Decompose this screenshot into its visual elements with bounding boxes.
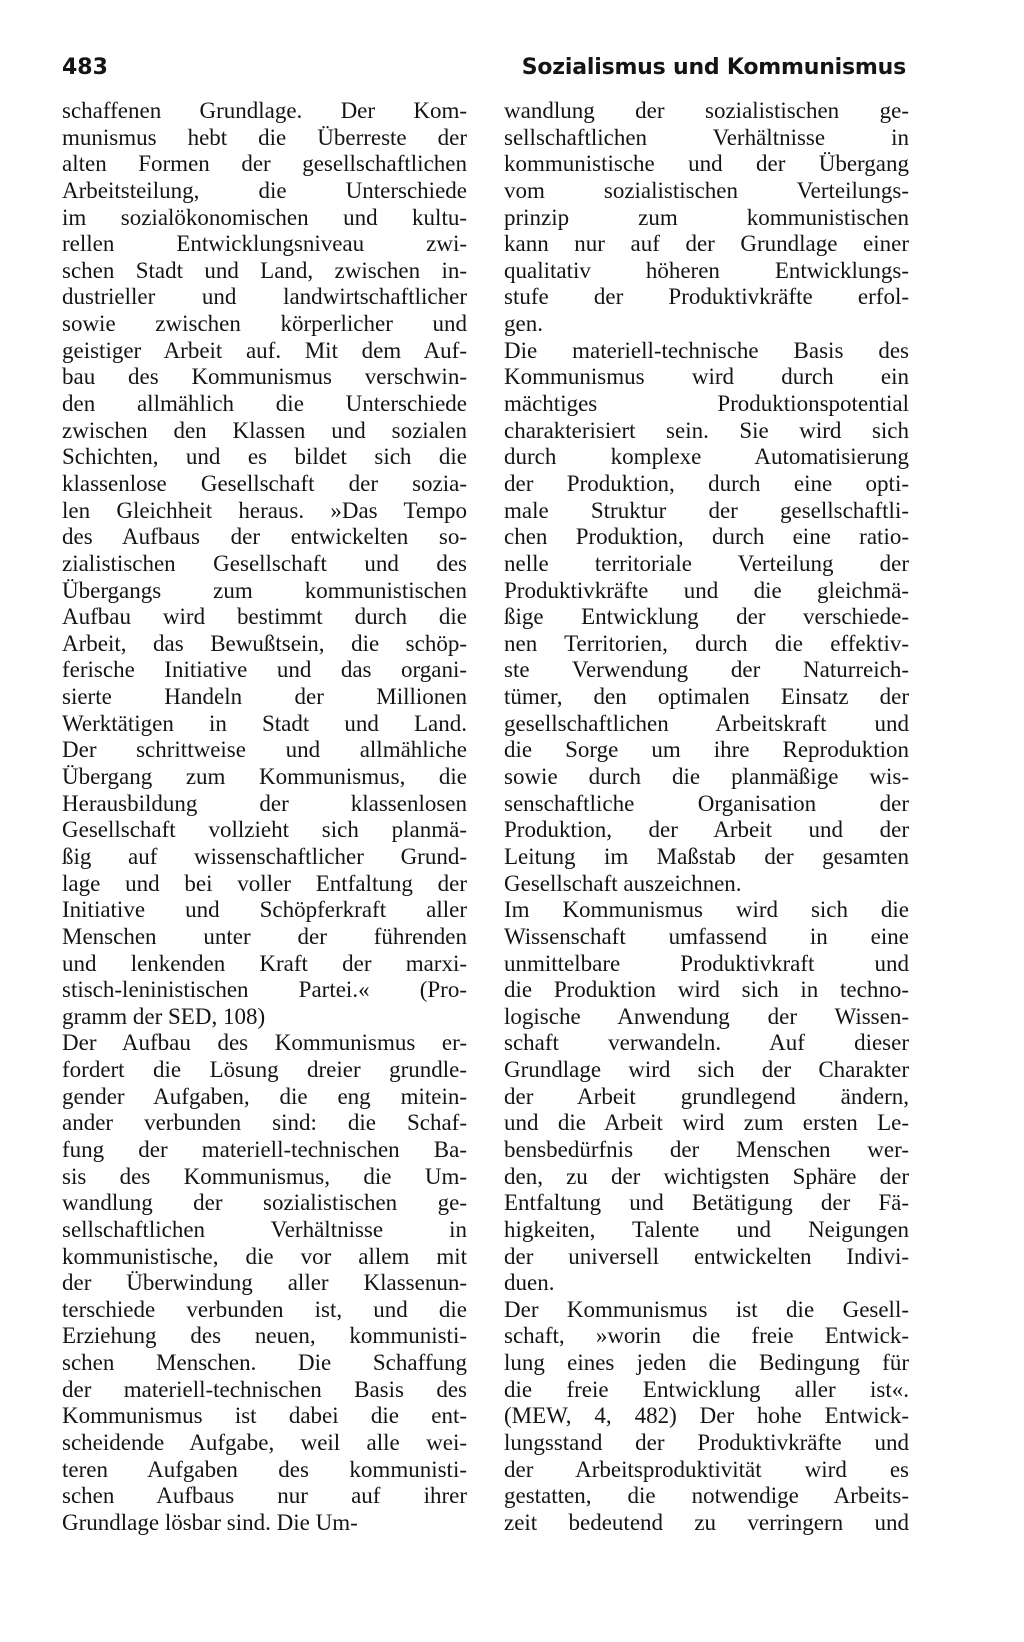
running-title: Sozialismus und Kommunismus: [521, 55, 906, 80]
text-line: duen.: [504, 1270, 555, 1296]
text-line: wandlung der sozialistischen ge-: [504, 98, 909, 123]
text-line: prinzip zum kommunistischen: [504, 204, 909, 230]
text-line: der Arbeitsproduktivität wird es: [504, 1456, 909, 1482]
text-line: senschaftliche Organisation der: [504, 790, 909, 816]
text-line: den allmählich die Unterschiede: [62, 391, 467, 417]
text-line: Werktätigen in Stadt und Land.: [62, 710, 467, 736]
text-line: ste Verwendung der Naturreich-: [504, 657, 909, 683]
text-line: qualitativ höheren Entwicklungs-: [504, 257, 909, 283]
text-line: nelle territoriale Verteilung der: [504, 550, 909, 576]
text-line: des Aufbaus der entwickelten so-: [62, 524, 467, 550]
text-line: Wissenschaft umfassend in eine: [504, 923, 909, 949]
text-line: zeit bedeutend zu verringern und: [504, 1509, 909, 1535]
text-line: klassenlose Gesellschaft der sozia-: [62, 470, 467, 496]
page-header: [62, 50, 906, 86]
left-text-column: [62, 98, 467, 1537]
text-line: ferische Initiative und das organi-: [62, 657, 467, 683]
text-line: Herausbildung der klassenlosen: [62, 790, 467, 816]
text-line: schaffenen Grundlage. Der Kom-: [62, 98, 467, 123]
text-line: sierte Handeln der Millionen: [62, 684, 467, 710]
text-line: die freie Entwicklung aller ist«.: [504, 1376, 909, 1402]
text-line: Erziehung des neuen, kommunisti-: [62, 1323, 467, 1349]
text-line: munismus hebt die Überreste der: [62, 124, 467, 150]
text-line: mächtiges Produktionspotential: [504, 391, 909, 417]
text-line: vom sozialistischen Verteilungs-: [504, 177, 909, 203]
text-line: schen Aufbaus nur auf ihrer: [62, 1483, 467, 1509]
text-line: lung eines jeden die Bedingung für: [504, 1350, 909, 1376]
text-line: zialistischen Gesellschaft und des: [62, 550, 467, 576]
text-line: wandlung der sozialistischen ge-: [62, 1190, 467, 1216]
text-line: im sozialökonomischen und kultu-: [62, 204, 467, 230]
text-line: alten Formen der gesellschaftlichen: [62, 151, 467, 177]
text-line: terschiede verbunden ist, und die: [62, 1296, 467, 1322]
text-line: Menschen unter der führenden: [62, 923, 467, 949]
text-line: Kommunismus wird durch ein: [504, 364, 909, 390]
text-line: stufe der Produktivkräfte erfol-: [504, 284, 909, 310]
text-line: stisch-leninistischen Partei.« (Pro-: [62, 977, 467, 1003]
text-line: bau des Kommunismus verschwin-: [62, 364, 467, 390]
text-line: Schichten, und es bildet sich die: [62, 444, 467, 470]
text-line: charakterisiert sein. Sie wird sich: [504, 417, 909, 443]
text-line: Übergangs zum kommunistischen: [62, 577, 467, 603]
text-line: zwischen den Klassen und sozialen: [62, 417, 467, 443]
text-line: ßig auf wissenschaftlicher Grund-: [62, 843, 467, 869]
text-line: rellen Entwicklungsniveau zwi-: [62, 231, 467, 257]
text-line: Übergang zum Kommunismus, die: [62, 764, 467, 790]
text-line: sowie durch die planmäßige wis-: [504, 764, 909, 790]
text-line: Gesellschaft auszeichnen.: [504, 870, 742, 896]
text-line: und die Arbeit wird zum ersten Le-: [504, 1110, 909, 1136]
text-line: len Gleichheit heraus. »Das Tempo: [62, 497, 467, 523]
text-line: Aufbau wird bestimmt durch die: [62, 604, 467, 630]
text-line: ßige Entwicklung der verschiede-: [504, 604, 909, 630]
text-line: den, zu der wichtigsten Sphäre der: [504, 1163, 909, 1189]
text-line: sellschaftlichen Verhältnisse in: [62, 1216, 467, 1242]
text-line: higkeiten, Talente und Neigungen: [504, 1216, 909, 1242]
text-line: Produktion, der Arbeit und der: [504, 817, 909, 843]
text-line: gestatten, die notwendige Arbeits-: [504, 1483, 909, 1509]
text-line: nen Territorien, durch die effektiv-: [504, 630, 909, 656]
text-line: bensbedürfnis der Menschen wer-: [504, 1136, 909, 1162]
text-line: male Struktur der gesellschaftli-: [504, 497, 909, 523]
text-line: gesellschaftlichen Arbeitskraft und: [504, 710, 909, 736]
text-line: kann nur auf der Grundlage einer: [504, 231, 909, 257]
text-line: Im Kommunismus wird sich die: [504, 897, 909, 923]
text-line: tümer, den optimalen Einsatz der: [504, 684, 909, 710]
text-line: der materiell-technischen Basis des: [62, 1376, 467, 1402]
right-text-column: [504, 98, 909, 1537]
text-line: kommunistische und der Übergang: [504, 151, 909, 177]
text-line: durch komplexe Automatisierung: [504, 444, 909, 470]
text-line: Arbeitsteilung, die Unterschiede: [62, 177, 467, 203]
text-line: Initiative und Schöpferkraft aller: [62, 897, 467, 923]
text-line: lage und bei voller Entfaltung der: [62, 870, 467, 896]
text-line: gender Aufgaben, die eng mitein-: [62, 1083, 467, 1109]
text-line: und lenkenden Kraft der marxi-: [62, 950, 467, 976]
text-line: Der Aufbau des Kommunismus er-: [62, 1030, 467, 1056]
page-number: 483: [62, 55, 108, 80]
text-line: Der Kommunismus ist die Gesell-: [504, 1296, 909, 1322]
text-line: chen Produktion, durch eine ratio-: [504, 524, 909, 550]
text-line: unmittelbare Produktivkraft und: [504, 950, 909, 976]
text-line: schen Stadt und Land, zwischen in-: [62, 257, 467, 283]
text-line: der universell entwickelten Indivi-: [504, 1243, 909, 1269]
text-line: ander verbunden sind: die Schaf-: [62, 1110, 467, 1136]
text-line: dustrieller und landwirtschaftlicher: [62, 284, 467, 310]
text-line: schaft verwandeln. Auf dieser: [504, 1030, 909, 1056]
text-line: (MEW, 4, 482) Der hohe Entwick-: [504, 1403, 909, 1429]
text-line: teren Aufgaben des kommunisti-: [62, 1456, 467, 1482]
text-line: Leitung im Maßstab der gesamten: [504, 843, 909, 869]
text-line: sowie zwischen körperlicher und: [62, 311, 467, 337]
text-line: logische Anwendung der Wissen-: [504, 1003, 909, 1029]
text-line: der Überwindung aller Klassenun-: [62, 1270, 467, 1296]
text-line: fordert die Lösung dreier grundle-: [62, 1057, 467, 1083]
text-line: lungsstand der Produktivkräfte und: [504, 1430, 909, 1456]
text-line: schaft, »worin die freie Entwick-: [504, 1323, 909, 1349]
text-line: gramm der SED, 108): [62, 1003, 266, 1029]
text-line: scheidende Aufgabe, weil alle wei-: [62, 1430, 467, 1456]
text-line: sellschaftlichen Verhältnisse in: [504, 124, 909, 150]
text-line: Die materiell-technische Basis des: [504, 337, 909, 363]
text-line: fung der materiell-technischen Ba-: [62, 1136, 467, 1162]
text-line: Der schrittweise und allmähliche: [62, 737, 467, 763]
text-line: Produktivkräfte und die gleichmä-: [504, 577, 909, 603]
text-line: gen.: [504, 311, 543, 337]
text-line: geistiger Arbeit auf. Mit dem Auf-: [62, 337, 467, 363]
text-line: Entfaltung und Betätigung der Fä-: [504, 1190, 909, 1216]
text-line: der Arbeit grundlegend ändern,: [504, 1083, 909, 1109]
text-line: kommunistische, die vor allem mit: [62, 1243, 467, 1269]
text-line: Arbeit, das Bewußtsein, die schöp-: [62, 630, 467, 656]
text-line: der Produktion, durch eine opti-: [504, 470, 909, 496]
text-line: Gesellschaft vollzieht sich planmä-: [62, 817, 467, 843]
text-line: die Produktion wird sich in techno-: [504, 977, 909, 1003]
text-line: sis des Kommunismus, die Um-: [62, 1163, 467, 1189]
text-line: Grundlage wird sich der Charakter: [504, 1057, 909, 1083]
text-line: Kommunismus ist dabei die ent-: [62, 1403, 467, 1429]
text-line: schen Menschen. Die Schaffung: [62, 1350, 467, 1376]
text-line: die Sorge um ihre Reproduktion: [504, 737, 909, 763]
text-line: Grundlage lösbar sind. Die Um-: [62, 1509, 358, 1535]
